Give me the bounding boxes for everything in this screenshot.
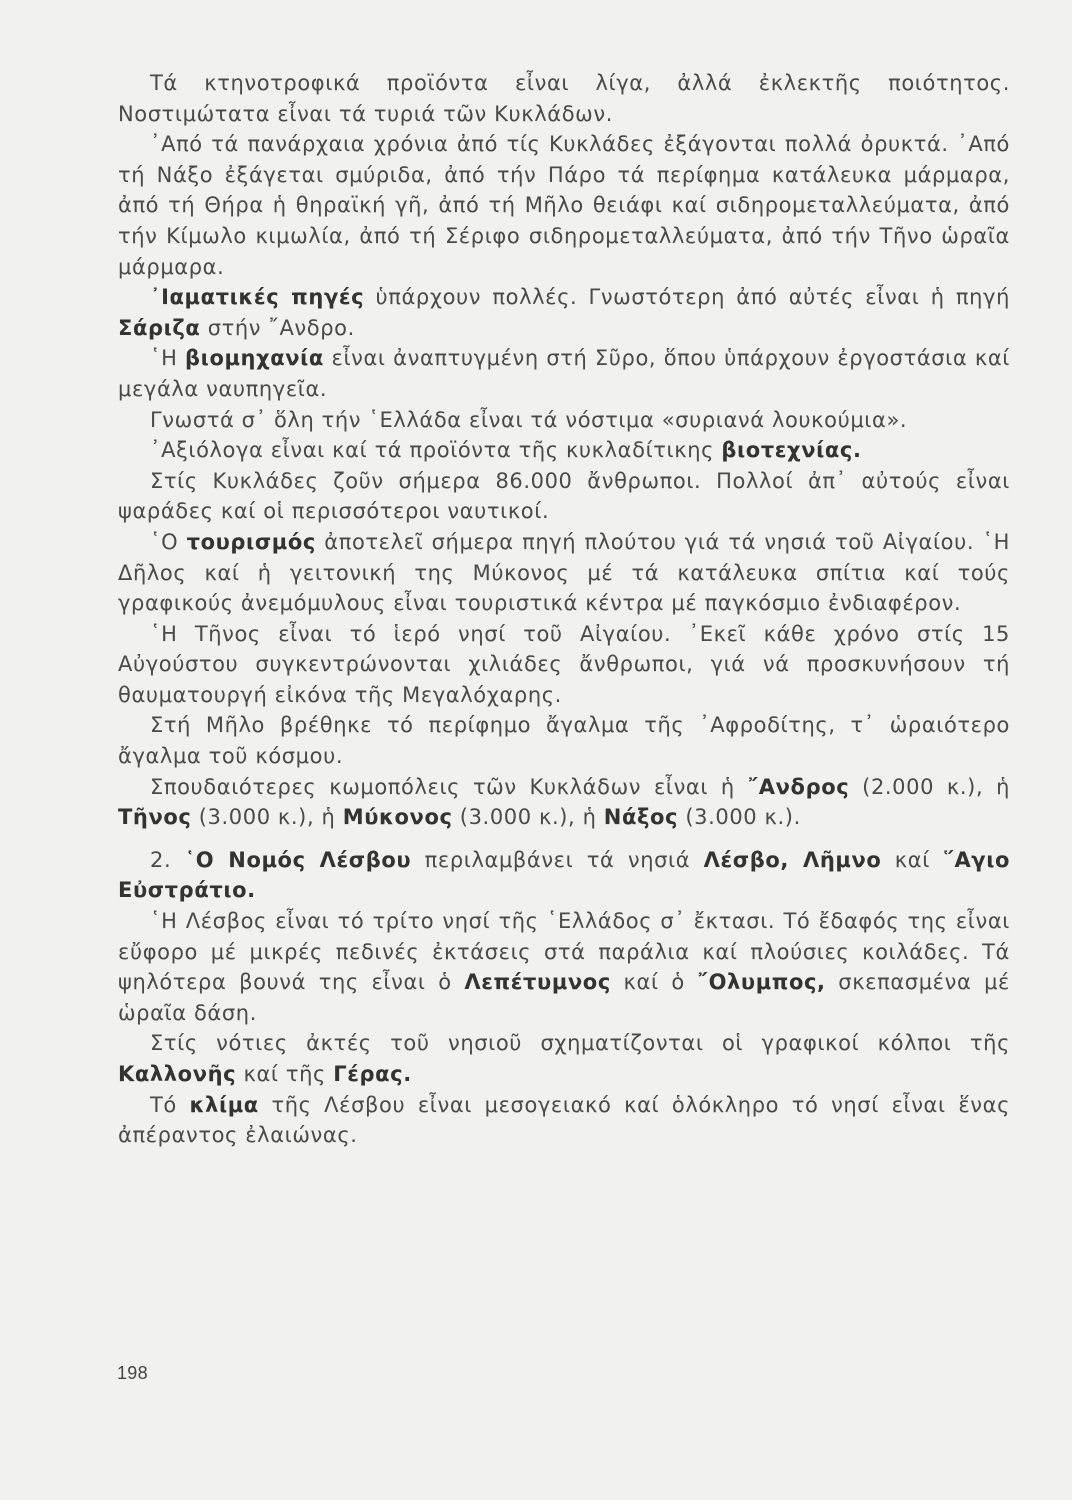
bold-term: ῎Ανδρος (747, 774, 850, 799)
text-run: 2. (150, 847, 185, 872)
paragraph-p2 (118, 129, 1010, 282)
text-run: (3.000 κ.), ἡ (191, 805, 343, 830)
paragraph-p1 (118, 68, 1010, 129)
page-body (118, 68, 1010, 1151)
paragraph-p6 (118, 435, 1010, 466)
bold-term: ᾿Ιαματικές πηγές (150, 285, 365, 310)
paragraph-p11 (118, 772, 1010, 833)
text-run: Στίς νότιες ἀκτές τοῦ νησιοῦ σχηματίζονται οἱ γραφικοί κόλποι τῆς (150, 1031, 1010, 1056)
bold-term: Λέσβο, Λῆμνο (703, 847, 882, 872)
bold-term: Καλλονῆς (118, 1062, 237, 1086)
text-run: στήν ῎Ανδρο. (200, 315, 355, 340)
paragraph-p9 (118, 619, 1010, 711)
bold-term: Σάριζα (118, 315, 201, 340)
bold-term: Γέρας. (333, 1062, 412, 1086)
paragraph-p5 (118, 405, 1010, 436)
text-run: εἶναι ἀναπτυγμένη στή Σῦρο, ὅπου ὑπάρχουν ἐργοστάσια καί μεγάλα ναυπηγεῖα. (118, 346, 1010, 401)
text-run: Τό (150, 1092, 190, 1117)
paragraph-p12 (118, 845, 1010, 906)
bold-term: ῎Ολυμπος, (697, 970, 826, 995)
section-gap (118, 833, 1010, 845)
text-run: καί τῆς (236, 1062, 334, 1086)
paragraph-p7 (118, 466, 1010, 527)
bold-term: τουρισμός (186, 529, 316, 554)
text-run: σκεπασμένα μέ ὡραῖα δάση. (118, 970, 1010, 1025)
text-run: Σπουδαιότερες κωμοπόλεις τῶν Κυκλάδων εἶναι ἡ (150, 774, 748, 799)
bold-term: Τῆνος (118, 805, 192, 830)
text-run: ῾Η Λέσβος εἶναι τό τρίτο νησί τῆς ῾Ελλάδος σ᾿ ἔκτασι. Τό ἔδαφός της εἶναι εὔφορο μέ μικρές πεδινές ἐκτάσεις στά παράλια καί πλούσιες κοιλάδες. Τά ψηλότερα βουνά της εἶναι ὁ (118, 909, 1010, 995)
bold-term: κλίμα (189, 1092, 259, 1117)
text-run: καί ὁ (610, 970, 698, 995)
bold-term: Λεπέτυμνος (464, 970, 611, 995)
text-run: ὑπάρχουν πολλές. Γνωστότερη ἀπό αὐτές εἶναι ἡ πηγή (364, 285, 1010, 310)
paragraph-p8 (118, 527, 1010, 619)
text-run: Γνωστά σ᾿ ὅλη τήν ῾Ελλάδα εἶναι τά νόστιμα «συριανά λουκούμια». (150, 407, 908, 432)
paragraph-p4 (118, 343, 1010, 404)
text-run: περιλαμβάνει τά νησιά (411, 847, 704, 872)
text-run: ῾Ο (150, 529, 187, 554)
bold-term: ῾Ο Νομός Λέσβου (184, 847, 412, 872)
bold-term: βιοτεχνίας. (721, 438, 862, 463)
text-run: (3.000 κ.). (678, 805, 801, 830)
text-run: τῆς Λέσβου εἶναι μεσογειακό καί ὁλόκληρο τό νησί εἶναι ἕνας ἀπέραντος ἐλαιώνας. (118, 1092, 1010, 1148)
bold-term: Νάξος (603, 805, 679, 830)
paragraph-p15 (118, 1090, 1010, 1151)
text-run: (3.000 κ.), ἡ (452, 805, 604, 830)
text-run: Στίς Κυκλάδες ζοῦν σήμερα 86.000 ἄνθρωποι. Πολλοί ἀπ᾿ αὐτούς εἶναι ψαράδες καί οἱ περισσότεροι ναυτικοί. (118, 468, 1010, 524)
text-run: Τά κτηνοτροφικά προϊόντα εἶναι λίγα, ἀλλά ἐκλεκτῆς ποιότητος. Νοστιμώτατα εἶναι τά τυριά τῶν Κυκλάδων. (118, 71, 1010, 126)
paragraph-p3 (118, 282, 1010, 343)
text-run: ἀποτελεῖ σήμερα πηγή πλούτου γιά τά νησιά τοῦ Αἰγαίου. ῾Η Δῆλος καί ἡ γειτονική της Μύκονος μέ τά κατάλευκα σπίτια καί τούς γραφικούς ἀνεμόμυλους εἶναι τουριστικά κέντρα μέ παγκόσμιο ἐνδιαφέρον. (118, 529, 1010, 616)
paragraph-p10 (118, 710, 1010, 771)
text-run: ᾿Αξιόλογα εἶναι καί τά προϊόντα τῆς κυκλαδίτικης (150, 438, 722, 463)
bold-term: Μύκονος (342, 805, 453, 830)
page-number: 198 (117, 1363, 148, 1383)
paragraph-p13 (118, 906, 1010, 1028)
bold-term: βιομηχανία (185, 346, 324, 371)
text-run: ῾Η (150, 346, 186, 371)
text-run: καί (881, 847, 944, 872)
text-run: Στή Μῆλο βρέθηκε τό περίφημο ἄγαλμα τῆς ᾿Αφροδίτης, τ᾿ ὡραιότερο ἄγαλμα τοῦ κόσμου. (118, 713, 1010, 769)
text-run: ᾿Από τά πανάρχαια χρόνια ἀπό τίς Κυκλάδες ἐξάγονται πολλά ὀρυκτά. ᾿Από τή Νάξο ἐξάγεται σμύριδα, ἀπό τήν Πάρο τά περίφημα κατάλευκα μάρμαρα, ἀπό τή Θήρα ἡ θηραϊκή γῆ, ἀπό τή Μῆλο θειάφι καί σιδηρομεταλλεύματα, ἀπό τήν Κίμωλο κιμωλία, ἀπό τή Σέριφο σιδηρομεταλλεύματα, ἀπό τήν Τῆνο ὡραῖα μάρμαρα. (118, 132, 1010, 279)
text-run: (2.000 κ.), ἡ (849, 774, 1011, 799)
paragraph-p14 (118, 1028, 1010, 1089)
bold-term: ῞Αγιο Εὐστράτιο. (118, 847, 1011, 903)
text-run: ῾Η Τῆνος εἶναι τό ἱερό νησί τοῦ Αἰγαίου. ᾿Εκεῖ κάθε χρόνο στίς 15 Αὐγούστου συγκεντρώνονται χιλιάδες ἄνθρωποι, γιά νά προσκυνήσουν τή θαυματουργή εἰκόνα τῆς Μεγαλόχαρης. (118, 621, 1010, 707)
